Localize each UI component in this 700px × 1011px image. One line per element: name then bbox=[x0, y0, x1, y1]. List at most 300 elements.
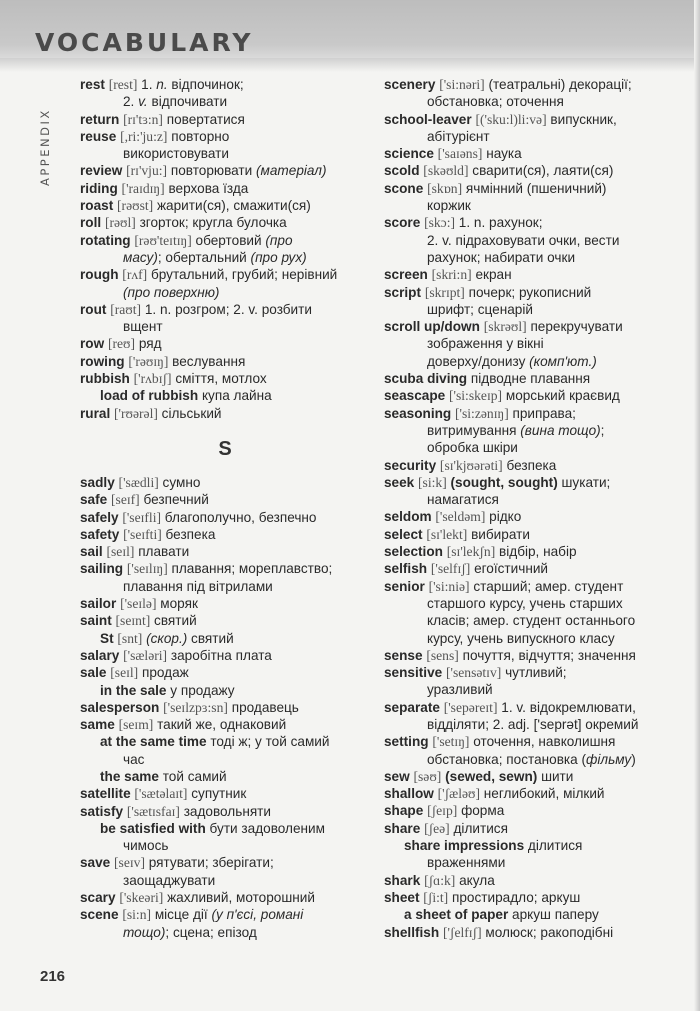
headword: satellite bbox=[80, 786, 131, 802]
definition-text: почерк; рукописний bbox=[468, 284, 592, 300]
definition-text: продаж bbox=[141, 665, 189, 681]
vocab-entry bbox=[384, 474, 694, 509]
definition-text: сварити(ся), лаяти(ся) bbox=[472, 163, 614, 179]
entry-headline bbox=[80, 353, 370, 370]
transcription: ['si:niə] bbox=[428, 578, 470, 594]
entry-headline bbox=[80, 335, 370, 352]
headword: security bbox=[384, 457, 437, 473]
entry-headline bbox=[80, 266, 370, 283]
entry-headline bbox=[384, 111, 694, 128]
definition-text: чутливий; bbox=[505, 665, 567, 681]
headword: same bbox=[80, 717, 115, 733]
transcription: [sɪ'lekʃn] bbox=[446, 544, 496, 560]
definition-text: ячмінний (пшеничний) bbox=[465, 180, 607, 196]
vocab-entry bbox=[384, 111, 694, 146]
vocab-entry bbox=[80, 647, 370, 664]
sub-headword: the same bbox=[100, 768, 159, 784]
transcription: ['seɪlzpɜ:sn] bbox=[163, 699, 228, 715]
transcription: [si:n] bbox=[122, 907, 152, 923]
transcription: [ʃɑ:k] bbox=[424, 872, 456, 888]
definition-text: безпека bbox=[165, 526, 216, 542]
vocab-entry bbox=[384, 560, 694, 577]
sub-headword: in the sale bbox=[100, 682, 167, 698]
entry-continuation bbox=[384, 751, 694, 768]
vocab-entry bbox=[384, 924, 694, 941]
entry-headline bbox=[80, 664, 370, 681]
entry-headline bbox=[384, 543, 694, 560]
vocab-entry bbox=[384, 733, 694, 768]
entry-headline bbox=[384, 872, 694, 889]
headword: roll bbox=[80, 215, 102, 231]
transcription: [ʃi:t] bbox=[423, 889, 449, 905]
definition-text: повторно bbox=[171, 128, 230, 144]
entry-headline bbox=[384, 370, 694, 387]
entry-headline bbox=[384, 284, 694, 301]
transcription: ['rəʊɪŋ] bbox=[128, 353, 169, 369]
entry-headline bbox=[80, 543, 370, 560]
entry-headline bbox=[384, 733, 694, 750]
transcription: [rɪ'vju:] bbox=[126, 163, 168, 179]
definition-text: екран bbox=[475, 267, 512, 283]
entry-continuation bbox=[384, 422, 694, 439]
definition-text: плавання; мореплавство; bbox=[171, 561, 333, 577]
definition-text: простирадло; аркуш bbox=[452, 889, 581, 905]
entry-continuation: плавання під вітрилами bbox=[123, 578, 273, 594]
transcription: [skrəʊl] bbox=[483, 319, 527, 335]
entry-headline bbox=[384, 318, 694, 335]
transcription: [reʊ] bbox=[107, 336, 136, 352]
sub-entry bbox=[80, 630, 370, 647]
transcription: ['seldəm] bbox=[435, 509, 486, 525]
headword: rest bbox=[80, 77, 105, 92]
transcription: [rəʊl] bbox=[104, 215, 136, 231]
entry-headline bbox=[80, 906, 370, 923]
headword: scone bbox=[384, 180, 424, 196]
definition-text: аркуш паперу bbox=[512, 907, 599, 923]
vocab-entry bbox=[80, 76, 370, 111]
entry-headline bbox=[80, 526, 370, 543]
transcription: ['seɪfli] bbox=[122, 509, 162, 525]
entry-headline bbox=[384, 180, 694, 197]
vocab-entry bbox=[384, 180, 694, 215]
definition-text: перекручувати bbox=[530, 319, 623, 335]
definition-text: супутник bbox=[191, 786, 247, 802]
definition-text: згорток; кругла булочка bbox=[139, 215, 287, 231]
headword: safely bbox=[80, 509, 119, 525]
headword: rough bbox=[80, 267, 119, 283]
definition-text: брутальний, грубий; нерівний bbox=[150, 267, 338, 283]
definition-text: святий bbox=[191, 630, 234, 646]
definition-text: оточення, навколишня bbox=[473, 734, 616, 750]
italic-note: (у п'єсі, романі bbox=[211, 907, 304, 923]
definition-text: тоді ж; у той самий bbox=[210, 734, 330, 750]
entry-headline bbox=[80, 111, 370, 128]
vocab-entry bbox=[80, 232, 370, 267]
vocab-entry bbox=[384, 214, 694, 266]
headword: safety bbox=[80, 526, 120, 542]
headword: row bbox=[80, 336, 105, 352]
vocab-entry bbox=[384, 145, 694, 162]
entry-headline bbox=[384, 785, 694, 802]
headword: selection bbox=[384, 544, 443, 560]
entry-continuation: коржик bbox=[427, 198, 471, 214]
vocab-entry bbox=[80, 405, 370, 422]
transcription: [skri:n] bbox=[431, 267, 472, 283]
vocab-entry bbox=[384, 647, 694, 664]
definition-text: рідко bbox=[489, 509, 522, 525]
entry-headline bbox=[80, 803, 370, 820]
headword: separate bbox=[384, 699, 440, 715]
entry-continuation: вщент bbox=[123, 319, 163, 335]
transcription: [seɪnt] bbox=[115, 613, 151, 629]
definition-text: шукати; bbox=[561, 474, 611, 490]
vocab-entry bbox=[384, 802, 694, 819]
transcription: ['saɪəns] bbox=[437, 146, 483, 162]
vocab-entry bbox=[80, 560, 370, 595]
transcription: [skɔ:] bbox=[424, 215, 456, 231]
headword: rural bbox=[80, 405, 111, 421]
vocab-entry bbox=[384, 318, 694, 370]
entry-headline bbox=[80, 854, 370, 871]
headword: sale bbox=[80, 665, 107, 681]
transcription: [raʊt] bbox=[110, 301, 142, 317]
transcription: [rəʊ'teɪtɪŋ] bbox=[134, 232, 192, 248]
headword: screen bbox=[384, 267, 428, 283]
transcription: [seɪl] bbox=[110, 665, 139, 681]
transcription: [skɒn] bbox=[427, 180, 463, 196]
headword: sadly bbox=[80, 474, 115, 490]
vocab-entry bbox=[80, 543, 370, 560]
headword: shellfish bbox=[384, 924, 440, 940]
page-number: 216 bbox=[40, 968, 66, 985]
definition-text: обертовий bbox=[195, 232, 262, 248]
headword: satisfy bbox=[80, 803, 124, 819]
definition-text: продавець bbox=[231, 699, 299, 715]
transcription: [rest] bbox=[108, 77, 138, 92]
entry-headline bbox=[384, 145, 694, 162]
definition-text: рятувати; зберігати; bbox=[148, 855, 274, 871]
transcription: ['si:nəri] bbox=[439, 77, 485, 92]
italic-note: фільму bbox=[586, 751, 632, 767]
entry-headline bbox=[80, 301, 370, 318]
transcription: ['sætɪsfaɪ] bbox=[126, 803, 180, 819]
transcription: [snt] bbox=[117, 630, 143, 646]
entry-headline bbox=[80, 889, 370, 906]
entry-continuation: час bbox=[123, 751, 145, 767]
entry-continuation: класів; амер. студент останнього bbox=[427, 613, 636, 629]
italic-note: масу) bbox=[123, 249, 158, 265]
entry-continuation: (про поверхню) bbox=[123, 284, 220, 300]
sub-headword: load of rubbish bbox=[100, 388, 199, 404]
headword: scuba diving bbox=[384, 371, 468, 387]
entry-continuation bbox=[80, 249, 370, 266]
vocab-entry bbox=[80, 128, 370, 163]
vocab-entry bbox=[80, 595, 370, 612]
verb-forms: (sought, sought) bbox=[450, 474, 558, 490]
transcription: ['seɪlɪŋ] bbox=[126, 561, 168, 577]
entry-continuation: уразливий bbox=[427, 682, 493, 698]
page-title: VOCABULARY bbox=[35, 28, 254, 57]
transcription: ['ʃelfɪʃ] bbox=[442, 924, 482, 940]
headword: shape bbox=[384, 803, 424, 819]
vocab-entry bbox=[384, 387, 694, 404]
entry-headline bbox=[80, 560, 370, 577]
header-fade bbox=[0, 58, 700, 72]
vocab-entry bbox=[80, 353, 370, 370]
entry-headline bbox=[384, 162, 694, 179]
definition-text: 1. v. відокремлювати, bbox=[501, 699, 636, 715]
sub-entry bbox=[80, 768, 370, 785]
vocab-entry bbox=[384, 768, 694, 785]
italic-note: (скор.) bbox=[146, 630, 188, 646]
vocab-entry bbox=[80, 906, 370, 941]
headword: senior bbox=[384, 578, 425, 594]
entry-headline bbox=[384, 664, 694, 681]
left-column bbox=[80, 76, 370, 941]
entry-headline bbox=[80, 474, 370, 491]
entry-headline bbox=[80, 647, 370, 664]
definition-text: почуття, відчуття; значення bbox=[462, 647, 636, 663]
definition-text: благополучно, безпечно bbox=[164, 509, 317, 525]
transcription: [rɪ'tɜ:n] bbox=[123, 111, 163, 127]
headword: rubbish bbox=[80, 371, 130, 387]
headword: select bbox=[384, 526, 423, 542]
headword: shallow bbox=[384, 786, 434, 802]
vocab-entry bbox=[384, 526, 694, 543]
headword: shark bbox=[384, 872, 421, 888]
vocab-entry bbox=[384, 664, 694, 699]
entry-headline bbox=[80, 180, 370, 197]
entry-headline bbox=[80, 405, 370, 422]
vocab-entry bbox=[80, 111, 370, 128]
vocab-entry bbox=[384, 457, 694, 474]
entry-continuation: старшого курсу, учень старших bbox=[427, 595, 623, 611]
headword: sail bbox=[80, 544, 103, 560]
transcription: [ʃeɪp] bbox=[427, 803, 458, 819]
definition-text: акула bbox=[459, 872, 495, 888]
definition-text: шити bbox=[541, 768, 574, 784]
headword: setting bbox=[384, 734, 429, 750]
page-edge-shadow bbox=[694, 0, 700, 1011]
sub-headword: share impressions bbox=[404, 838, 525, 854]
entry-headline bbox=[80, 232, 370, 249]
transcription: [si:k] bbox=[418, 474, 447, 490]
headword: rotating bbox=[80, 232, 131, 248]
transcription: ['sætəlaɪt] bbox=[134, 786, 188, 802]
entry-headline bbox=[384, 924, 694, 941]
entry-headline bbox=[384, 699, 694, 716]
headword: seek bbox=[384, 474, 415, 490]
vocab-entry bbox=[384, 266, 694, 283]
headword: scene bbox=[80, 907, 119, 923]
entry-headline bbox=[80, 785, 370, 802]
definition-text: святий bbox=[154, 613, 197, 629]
italic-note: (матеріал) bbox=[256, 163, 327, 179]
definition-text: старший; амер. студент bbox=[473, 578, 624, 594]
definition-text: ; bbox=[600, 422, 605, 438]
vocab-entry bbox=[80, 664, 370, 699]
vocab-entry bbox=[80, 854, 370, 889]
sub-entry bbox=[384, 906, 694, 923]
definition-text: жарити(ся), смажити(ся) bbox=[156, 198, 311, 214]
verb-forms: (sewed, sewn) bbox=[445, 768, 538, 784]
definition-text: неглибокий, мілкий bbox=[483, 786, 605, 802]
definition-text: той самий bbox=[162, 768, 227, 784]
definition-text: ряд bbox=[138, 336, 162, 352]
entry-headline bbox=[80, 699, 370, 716]
definition-text: верхова їзда bbox=[168, 180, 249, 196]
transcription: [sɪ'lekt] bbox=[426, 526, 468, 542]
entry-headline bbox=[384, 405, 694, 422]
transcription: [skəʊld] bbox=[423, 163, 469, 179]
entry-headline bbox=[384, 889, 694, 906]
entry-headline bbox=[384, 266, 694, 283]
vocab-entry bbox=[384, 578, 694, 647]
definition-text: у продажу bbox=[170, 682, 235, 698]
vocab-entry bbox=[80, 335, 370, 352]
transcription: [('sku:l)li:və] bbox=[475, 111, 547, 127]
entry-continuation: 2. v. підраховувати очки, вести bbox=[427, 232, 620, 248]
sub-entry bbox=[80, 387, 370, 404]
transcription: [ʃeə] bbox=[424, 820, 450, 836]
sub-headword: at the same time bbox=[100, 734, 207, 750]
entry-headline bbox=[80, 197, 370, 214]
entry-continuation: шрифт; сценарій bbox=[427, 301, 533, 317]
headword: save bbox=[80, 855, 111, 871]
entry-continuation: чимось bbox=[123, 838, 169, 854]
transcription: [skrɪpt] bbox=[424, 284, 465, 300]
entry-continuation: враженнями bbox=[427, 855, 506, 871]
sub-entry bbox=[384, 837, 694, 872]
definition-text: безпечний bbox=[143, 492, 209, 508]
definition-text: плавати bbox=[138, 544, 190, 560]
vocab-entry bbox=[80, 491, 370, 508]
entry-continuation: відділяти; 2. adj. ['seprət] окремий bbox=[427, 716, 639, 732]
italic-note: тощо) bbox=[123, 924, 166, 940]
italic-note: (про bbox=[265, 232, 293, 248]
definition-text: відбір, набір bbox=[499, 544, 577, 560]
transcription: ['ʃæləʊ] bbox=[437, 786, 481, 802]
vocab-entry bbox=[80, 301, 370, 336]
entry-headline bbox=[80, 612, 370, 629]
entry-headline bbox=[80, 370, 370, 387]
definition-text: жахливий, моторошний bbox=[167, 890, 315, 906]
entry-headline bbox=[384, 387, 694, 404]
definition-text: бути задоволеним bbox=[209, 820, 325, 836]
headword: scroll up/down bbox=[384, 319, 480, 335]
sub-entry bbox=[80, 682, 370, 699]
appendix-side-label: APPENDIX bbox=[38, 108, 52, 186]
definition-text: моряк bbox=[160, 596, 198, 612]
headword: sailor bbox=[80, 596, 117, 612]
transcription: ['setɪŋ] bbox=[432, 734, 470, 750]
headword: score bbox=[384, 215, 421, 231]
entry-headline: rest [rest] 1. n. відпочинок; bbox=[80, 77, 244, 92]
transcription: ['selfɪʃ] bbox=[430, 561, 471, 577]
headword: sew bbox=[384, 768, 410, 784]
entry-headline bbox=[80, 509, 370, 526]
headword: school-leaver bbox=[384, 111, 472, 127]
entry-headline bbox=[384, 647, 694, 664]
definition-text: сільський bbox=[161, 405, 222, 421]
italic-note: (про рух) bbox=[250, 249, 307, 265]
headword: selfish bbox=[384, 561, 428, 577]
definition-text: (театральні) декорації; bbox=[488, 77, 632, 92]
headword: share bbox=[384, 820, 421, 836]
vocab-entry bbox=[384, 76, 694, 111]
vocab-entry bbox=[384, 785, 694, 802]
entry-continuation bbox=[384, 353, 694, 370]
transcription: [seɪm] bbox=[118, 717, 154, 733]
headword: scary bbox=[80, 890, 116, 906]
headword: salary bbox=[80, 647, 120, 663]
entry-headline bbox=[384, 508, 694, 525]
headword: scold bbox=[384, 163, 420, 179]
transcription: ['skeəri] bbox=[119, 890, 164, 906]
definition-text: 1. n. розгром; 2. v. розбити bbox=[144, 301, 312, 317]
sub-headword: a sheet of paper bbox=[404, 907, 509, 923]
sub-headword: St bbox=[100, 630, 114, 646]
definition-text: молюск; ракоподібні bbox=[485, 924, 614, 940]
entry-continuation: зображення у вікні bbox=[427, 336, 544, 352]
vocab-entry bbox=[80, 266, 370, 301]
headword: roast bbox=[80, 198, 114, 214]
entry-continuation: заощаджувати bbox=[123, 872, 216, 888]
entry-headline bbox=[384, 768, 694, 785]
entry-continuation: рахунок; набирати очки bbox=[427, 249, 576, 265]
entry-headline bbox=[80, 595, 370, 612]
headword: saint bbox=[80, 613, 112, 629]
transcription: [sens] bbox=[426, 647, 459, 663]
definition-text: веслування bbox=[172, 353, 246, 369]
entry-headline bbox=[384, 474, 694, 491]
vocab-entry bbox=[80, 370, 370, 405]
definition-text: задовольняти bbox=[183, 803, 272, 819]
definition-text: ділитися bbox=[453, 820, 508, 836]
definition-text: вибирати bbox=[471, 526, 530, 542]
definition-text: 1. n. рахунок; bbox=[458, 215, 543, 231]
entry-continuation: намагатися bbox=[427, 492, 499, 508]
headword: sense bbox=[384, 647, 423, 663]
headword: script bbox=[384, 284, 422, 300]
entry-headline bbox=[80, 128, 370, 145]
entry-headline bbox=[384, 802, 694, 819]
headword: rout bbox=[80, 301, 107, 317]
italic-note: (вина тощо) bbox=[520, 422, 601, 438]
part-of-speech: v. bbox=[138, 94, 148, 110]
definition-text: сміття, мотлох bbox=[175, 371, 267, 387]
entry-continuation: обстановка; оточення bbox=[427, 94, 564, 110]
headword: salesperson bbox=[80, 699, 160, 715]
definition-text: безпека bbox=[506, 457, 557, 473]
headword: scenery bbox=[384, 77, 436, 92]
entry-continuation: курсу, учень випускного класу bbox=[427, 630, 615, 646]
definition-text: заробітна плата bbox=[170, 647, 272, 663]
entry-headline bbox=[384, 820, 694, 837]
definition-text: купа лайна bbox=[201, 388, 272, 404]
transcription: ['sepəreɪt] bbox=[443, 699, 498, 715]
vocab-entry bbox=[384, 872, 694, 889]
entry-headline bbox=[80, 491, 370, 508]
definition-text: випускник, bbox=[550, 111, 617, 127]
transcription: ['si:zənɪŋ] bbox=[455, 405, 509, 421]
definition-text: обстановка; постановка ( bbox=[427, 751, 587, 767]
vocab-entry bbox=[384, 889, 694, 924]
section-letter: S bbox=[218, 437, 232, 460]
headword: sensitive bbox=[384, 665, 443, 681]
entry-continuation: обробка шкіри bbox=[427, 440, 518, 456]
transcription: ['raɪdɪŋ] bbox=[121, 180, 165, 196]
